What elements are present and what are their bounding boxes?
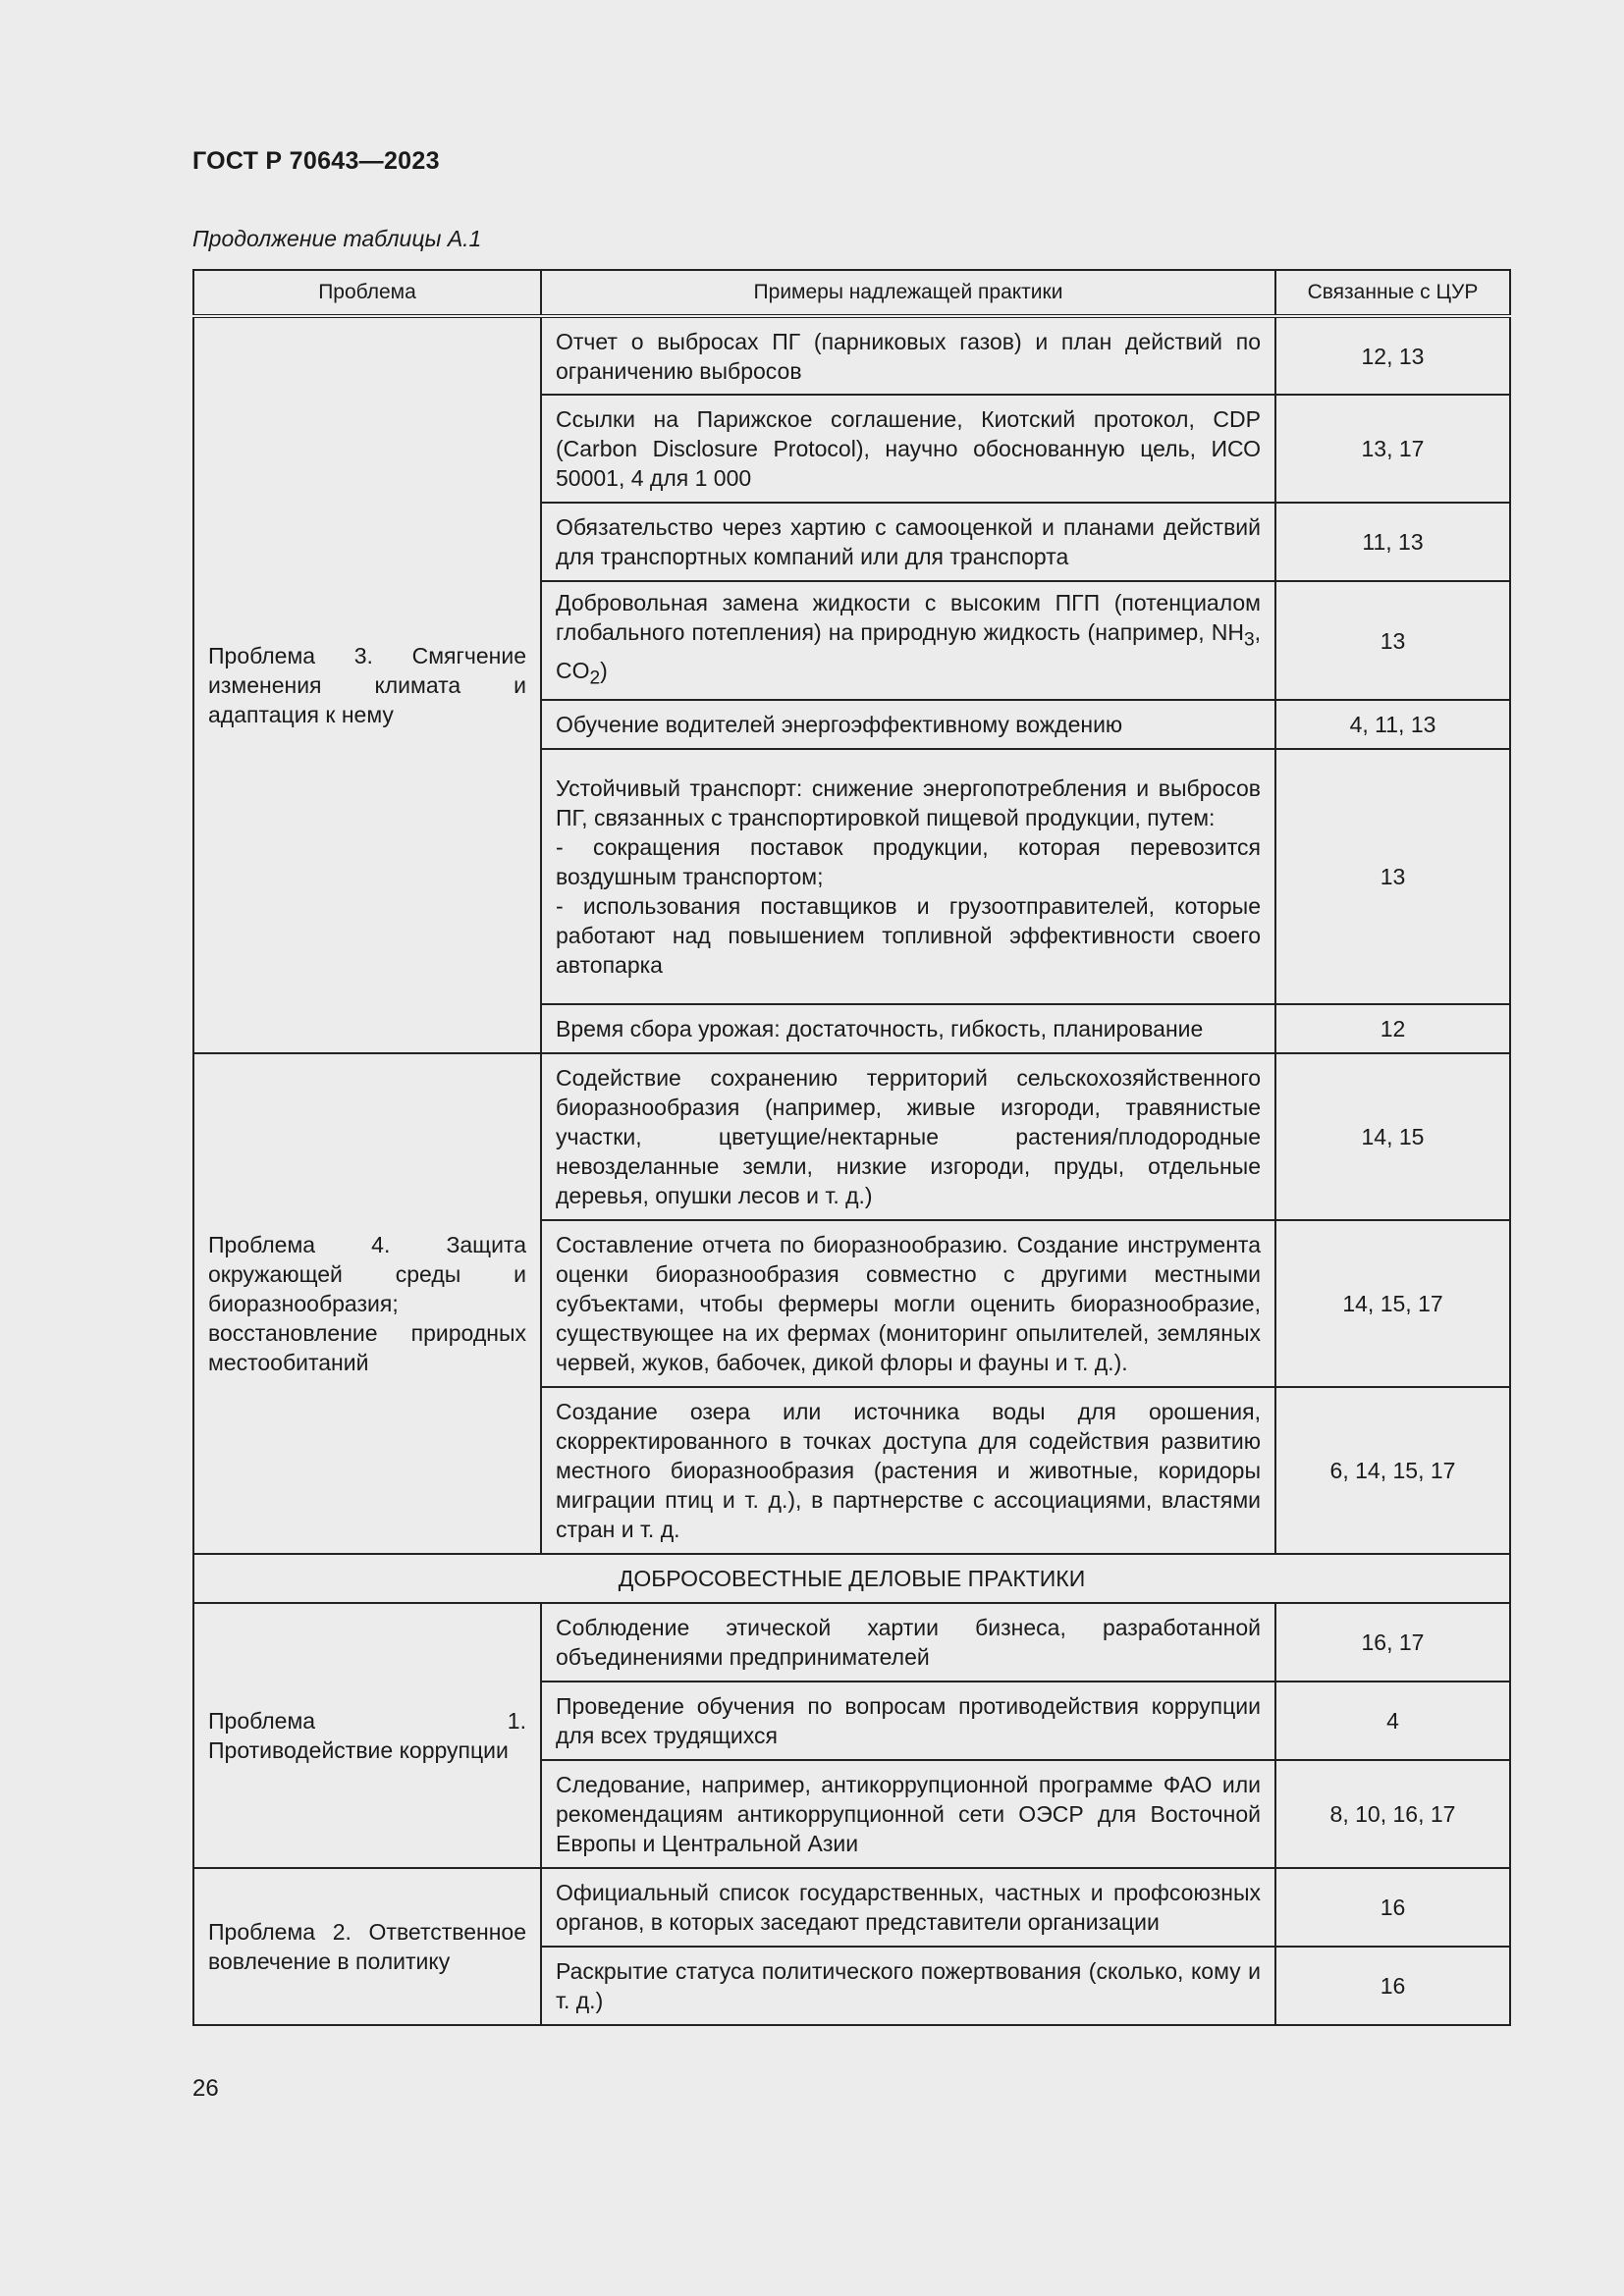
table-row: [193, 1868, 1510, 1947]
sdg-cell: 16: [1275, 1947, 1510, 2025]
column-header-problem: Проблема: [193, 270, 541, 316]
sdg-cell: 11, 13: [1275, 503, 1510, 581]
practice-cell: Раскрытие статуса политического пожертвования (сколько, кому и т. д.): [541, 1947, 1275, 2025]
sdg-cell: 13: [1275, 581, 1510, 700]
section-row: [193, 1554, 1510, 1603]
column-header-sdg: Связанные с ЦУР: [1275, 270, 1510, 316]
practice-cell: Обучение водителей энергоэффективному вождению: [541, 700, 1275, 749]
practice-cell: [541, 581, 1275, 700]
subscript-2: 2: [589, 667, 601, 689]
practice-text-suffix: ): [600, 657, 608, 683]
column-header-practice: Примеры надлежащей практики: [541, 270, 1275, 316]
practice-cell: Официальный список государственных, частных и профсоюзных органов, в которых заседают представители организации: [541, 1868, 1275, 1947]
table-caption: Продолжение таблицы А.1: [192, 226, 482, 251]
sdg-cell: 13: [1275, 749, 1510, 1004]
practice-cell: Создание озера или источника воды для орошения, скорректированного в точках доступа для содействия развитию местного биоразнообразия (растения и животные, коридоры миграции птиц и т. д.), в партнерстве с ассоциациями, властями стран и т. д.: [541, 1387, 1275, 1554]
problem-cell: Проблема 3. Смягчение изменения климата и адаптация к нему: [193, 316, 541, 1053]
practice-cell: Время сбора урожая: достаточность, гибкость, планирование: [541, 1004, 1275, 1053]
problem-cell: Проблема 4. Защита окружающей среды и биоразнообразия; восстановление природных местообитаний: [193, 1053, 541, 1554]
sdg-cell: 13, 17: [1275, 395, 1510, 503]
page-number: 26: [192, 2075, 219, 2102]
sdg-cell: 12, 13: [1275, 316, 1510, 395]
table-row: [193, 316, 1510, 395]
table-header-row: [193, 270, 1510, 316]
section-title: ДОБРОСОВЕСТНЫЕ ДЕЛОВЫЕ ПРАКТИКИ: [193, 1554, 1510, 1603]
sdg-cell: 16: [1275, 1868, 1510, 1947]
sdg-cell: 14, 15, 17: [1275, 1220, 1510, 1387]
practice-text-prefix: Добровольная замена жидкости с высоким ПГП (потенциалом глобального потепления) на природную жидкость (например, NH: [556, 590, 1261, 645]
sdg-cell: 16, 17: [1275, 1603, 1510, 1682]
practice-cell: Отчет о выбросах ПГ (парниковых газов) и план действий по ограничению выбросов: [541, 316, 1275, 395]
problem-cell: Проблема 1. Противодействие коррупции: [193, 1603, 541, 1868]
practice-cell: Составление отчета по биоразнообразию. Создание инструмента оценки биоразнообразия совместно с другими местными субъектами, чтобы фермеры могли оценить биоразнообразие, существующее на их фермах (мониторинг опылителей, земляных червей, жуков, бабочек, дикой флоры и фауны и т. д.).: [541, 1220, 1275, 1387]
sdg-cell: 12: [1275, 1004, 1510, 1053]
practice-cell: Содействие сохранению территорий сельскохозяйственного биоразнообразия (например, живые изгороди, травянистые участки, цветущие/нектарные растения/плодородные невозделанные земли, низкие изгороди, пруды, отдельные деревья, опушки лесов и т. д.): [541, 1053, 1275, 1220]
sdg-cell: 14, 15: [1275, 1053, 1510, 1220]
subscript-3: 3: [1243, 629, 1255, 651]
practice-cell: Обязательство через хартию с самооценкой и планами действий для транспортных компаний или для транспорта: [541, 503, 1275, 581]
practice-cell: Соблюдение этической хартии бизнеса, разработанной объединениями предпринимателей: [541, 1603, 1275, 1682]
practice-text-mid: , CO: [556, 619, 1261, 683]
problem-cell: Проблема 2. Ответственное вовлечение в политику: [193, 1868, 541, 2025]
sdg-cell: 4, 11, 13: [1275, 700, 1510, 749]
sdg-cell: 8, 10, 16, 17: [1275, 1760, 1510, 1868]
practices-table: [192, 269, 1511, 2026]
practice-cell: Проведение обучения по вопросам противодействия коррупции для всех трудящихся: [541, 1682, 1275, 1760]
table-row: [193, 1603, 1510, 1682]
practice-cell: Ссылки на Парижское соглашение, Киотский протокол, CDP (Carbon Disclosure Protocol), научно обоснованную цель, ИСО 50001, 4 для 1 000: [541, 395, 1275, 503]
document-standard-id: ГОСТ Р 70643—2023: [192, 147, 440, 175]
practice-cell: Следование, например, антикоррупционной программе ФАО или рекомендациям антикоррупционной сети ОЭСР для Восточной Европы и Центральной Азии: [541, 1760, 1275, 1868]
sdg-cell: 6, 14, 15, 17: [1275, 1387, 1510, 1554]
sdg-cell: 4: [1275, 1682, 1510, 1760]
practice-cell: Устойчивый транспорт: снижение энергопотребления и выбросов ПГ, связанных с транспортировкой пищевой продукции, путем: - сокращения поставок продукции, которая перевозится воздушным транспортом; - использования поставщиков и грузоотправителей, которые работают над повышением топливной эффективности своего автопарка: [541, 749, 1275, 1004]
table-row: [193, 1053, 1510, 1220]
